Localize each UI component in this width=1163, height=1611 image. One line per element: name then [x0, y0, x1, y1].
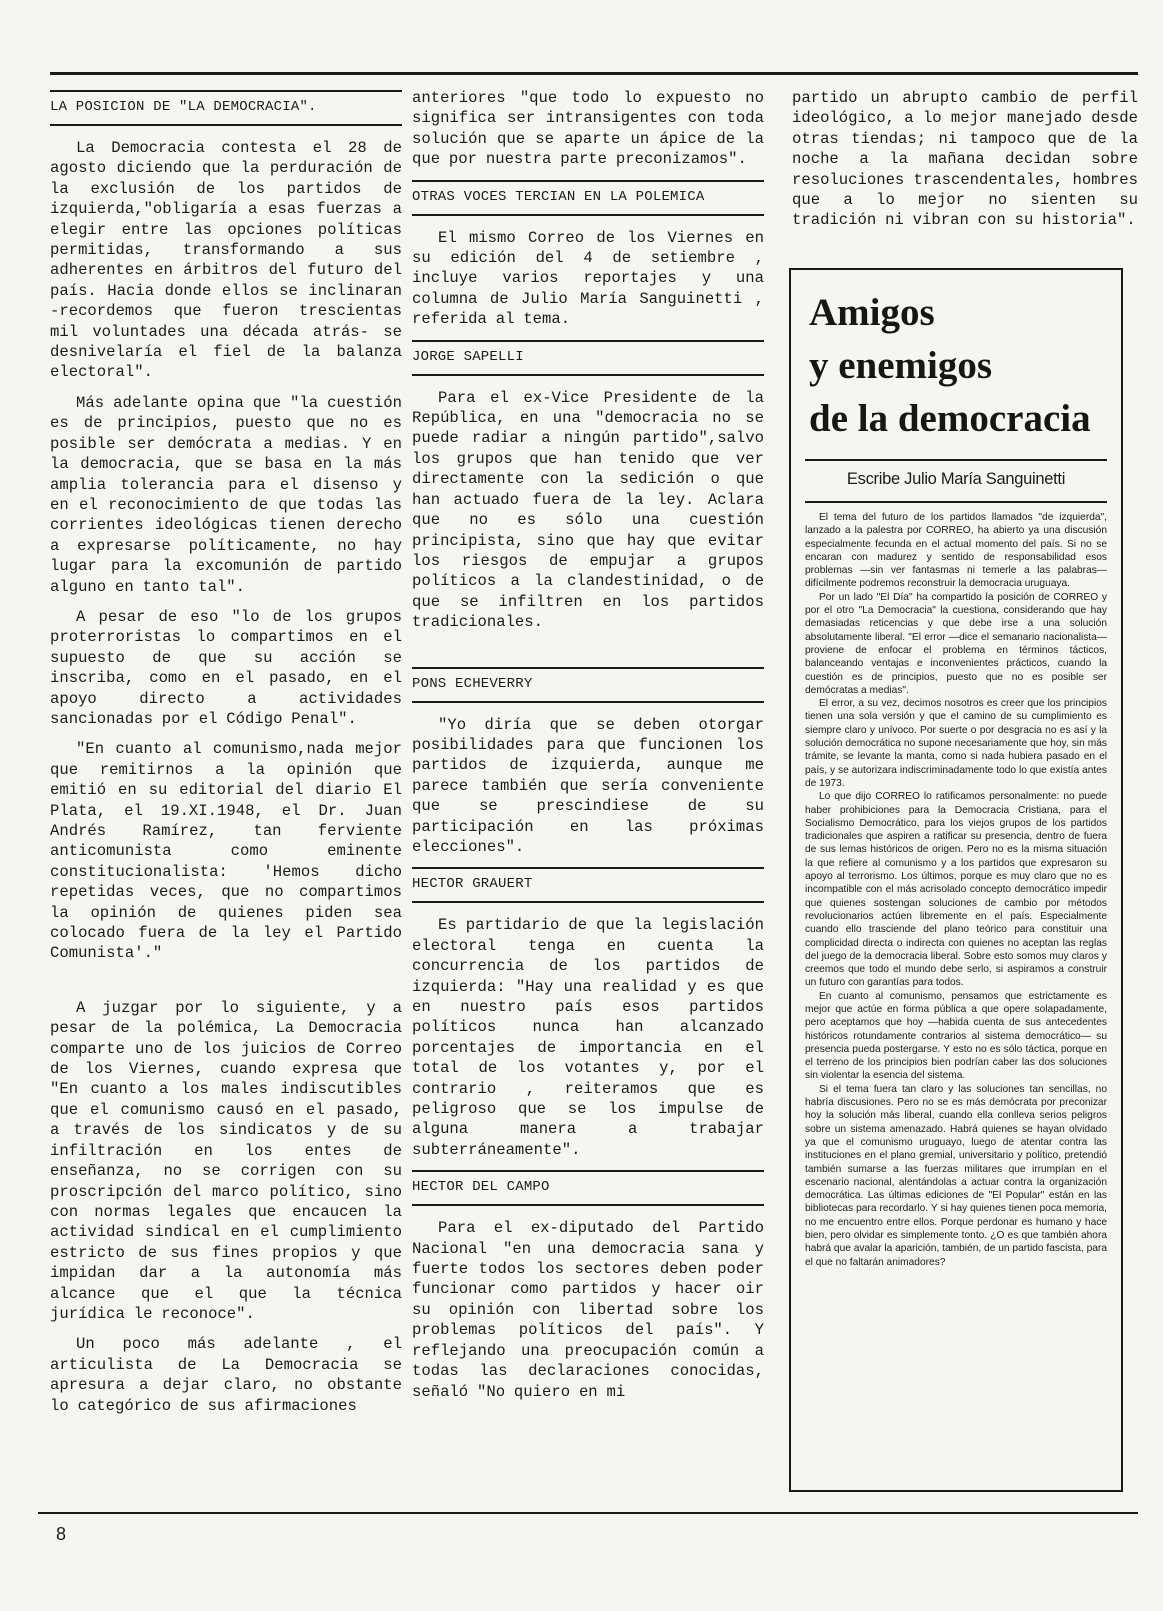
section-heading-jorge-sapelli: JORGE SAPELLI — [412, 340, 764, 376]
section-heading-la-democracia: LA POSICION DE "LA DEMOCRACIA". — [50, 90, 402, 126]
paragraph: "En cuanto al comunismo,nada mejor que remitirnos a la opinión que emitió en su editorial del diario El Plata, el 19.XI.1948, el Dr. Juan Andrés Ramírez, tan ferviente anticomunista como eminente constitucionalista: 'Hemos dicho repetidas veces, que no compartimos la opinión de quienes piden sea colocado fuera de la ley el Partido Comunista'." — [50, 740, 402, 963]
article-paragraph: El tema del futuro de los partidos llamados "de izquierda", lanzado a la palestra por CORREO, ha abierto ya una discusión especialmente fecunda en el actual momento del país. Si no se encaran con madurez y sentido de responsabilidad esos problemas —sin ver fantasmas ni temerle a las palabras— difícilmente podremos reconstruir la democracia uruguaya. — [805, 512, 1107, 590]
paragraph: Para el ex-Vice Presidente de la República, en una "democracia no se puede radiar a ningún partido",salvo los grupos que han tenido que ver directamente con la sedición o que han actuado fuera de la ley. Aclara que no es sólo una cuestión principista, sino que hay que evitar los riesgos de empujar a grupos políticos a la clandestinidad, o de que se infiltren en los partidos tradicionales. — [412, 388, 764, 632]
paragraph: Más adelante opina que "la cuestión es de principios, puesto que no es posible ser demócrata a medias. Y en la democracia, que se basa en la más amplia tolerancia para el disenso y en el reconocimiento de que todas las corrientes ideológicas tienen derecho a expresarse políticamente, no hay lugar para la excomunión de partido alguno en tanto tal". — [50, 393, 402, 596]
section-heading-hector-grauert: HECTOR GRAUERT — [412, 867, 764, 903]
section-heading-hector-del-campo: HECTOR DEL CAMPO — [412, 1170, 764, 1206]
article-paragraph: Si el tema fuera tan claro y las soluciones tan sencillas, no habría discusiones. Pero no se es más demócrata por preconizar hoy la solución más liberal, cuando ella conlleva serios peligros sobre un sistema amenazado. Habrá quienes se hayan olvidado ya que el comunismo uruguayo, luego de atentar contra las instituciones en el plano gremial, universitario y político, pretendió también sumarse a las fuerzas militares que irrumpían en el escenario nacional, alentándolas a actuar contra la organización democrática. Las últimas ediciones de "El Popular" están en las bibliotecas para recordarlo. Y si hay quienes tienen poca memoria, no me encuentro entre ellos. Porque perdonar es humano y hace bien, pero olvidar es simplemente tonto. ¿O es que también ahora habrá que avalar la aparición, también, de un partido fascista, para el que no faltarán animadores? — [805, 1083, 1107, 1268]
article-byline: Escribe Julio María Sanguinetti — [805, 459, 1107, 503]
paragraph: Es partidario de que la legislación electoral tenga en cuenta la concurrencia de los partidos de izquierda: "Hay una realidad y es que en nuestro país esos partidos políticos nunca han alcanzado porcentajes de importancia en el total de los votantes y, por el contrario , reiteramos que es peligroso que se los impulse de alguna manera a trabajar subterráneamente". — [412, 916, 764, 1159]
section-heading-otras-voces: OTRAS VOCES TERCIAN EN LA POLEMICA — [412, 180, 764, 216]
title-line: de la democracia — [809, 397, 1091, 440]
paragraph: Un poco más adelante , el articulista de La Democracia se apresura a dejar claro, no obstante lo categórico de sus afirmaciones — [50, 1335, 402, 1415]
sidebar-article-box — [789, 268, 1123, 1492]
title-line: Amigos — [809, 291, 935, 334]
article-title — [809, 286, 1107, 445]
paragraph: "Yo diría que se deben otorgar posibilidades para que funcionen los partidos de izquierda, aunque me parece también que sería conveniente que se prescindiese de su participación en las próximas elecciones". — [412, 715, 764, 856]
title-line: y enemigos — [809, 344, 993, 387]
column-1 — [50, 88, 402, 1416]
article-paragraph: Por un lado "El Día" ha compartido la posición de CORREO y por el otro "La Democracia" la cuestiona, considerando que hay demasiadas reticencias y que debe irse a una solución absolutamente liberal. "El error —dice el semanario nacionalista— proviene de enfocar el problema en términos tácticos, balanceando ventajas e inconvenientes prácticos, cuando la cuestión es de principios, puesto que no es posible ser demócratas a medias". — [805, 591, 1107, 696]
paragraph: Para el ex-diputado del Partido Nacional "en una democracia sana y fuerte todos los sectores deben poder funcionar como partidos y hacer oir su opinión con libertad sobre los problemas políticos del país". Y reflejando una preocupación común a todas las declaraciones conocidas, señaló "No quiero en mi — [412, 1219, 764, 1401]
paragraph: partido un abrupto cambio de perfil ideológico, a lo mejor manejado desde otras tiendas; ni tampoco que de la noche a la mañana decidan sobre resoluciones trascendentales, hombres que a lo mejor no sienten su tradición ni vibran con su historia". — [792, 89, 1138, 230]
paragraph: anteriores "que todo lo expuesto no significa ser intransigentes con toda solución que se aparte un ápice de la que por nuestra parte preconizamos". — [412, 89, 764, 169]
page-number: 8 — [56, 1524, 67, 1544]
article-paragraph: El error, a su vez, decimos nosotros es creer que los principios tienen una sola versión y que el camino de su cumplimiento es siempre claro y unívoco. Por suerte o por desgracia no es así y la solución democrática no supone necesariamente que hoy, sin más trámite, se levante la manta, como si nada hubiera pasado en el país, y se autorizara indiscriminadamente todo lo que existía antes de 1973. — [805, 698, 1107, 789]
bottom-rule — [38, 1512, 1138, 1514]
column-2 — [412, 88, 764, 1402]
paragraph: A juzgar por lo siguiente, y a pesar de la polémica, La Democracia comparte uno de los juicios de Correo de los Viernes, cuando expresa que "En cuanto a los males indiscutibles que el comunismo causó en el pasado, a través de los sindicatos y de su infiltración en los entes de enseñanza, no se corrigen con su proscripción del marco político, sino con normas legales que encaucen la actividad sindical en el cumplimiento estricto de sus fines propios y que impidan dar a la autonomía más alcance que el que la técnica jurídica le reconoce". — [50, 998, 402, 1323]
column-3 — [792, 88, 1138, 231]
paragraph: La Democracia contesta el 28 de agosto diciendo que la perduración de la exclusión de los partidos de izquierda,"obligaría a esas fuerzas a elegir entre las opciones políticas permitidas, transformando a sus adherentes en árbitros del futuro del país. Hacia donde ellos se inclinaran -recordemos que fueron trescientas mil voluntades una década atrás- se desnivelaría el fiel de la balanza electoral". — [50, 139, 402, 382]
article-paragraph: En cuanto al comunismo, pensamos que estrictamente es mejor que actúe en forma pública a que opere solapadamente, pero aceptamos que hoy —habida cuenta de sus antecedentes históricos rotundamente contrarios al sistema democrático— su presencia pueda postergarse. Y esto no es sólo táctica, porque en el terreno de los principios bien podrían caber las dos soluciones sin violentar la esencia del sistema. — [805, 990, 1107, 1082]
paragraph: A pesar de eso "lo de los grupos proterroristas lo compartimos en el supuesto de que su acción se inscriba, como en el pasado, en el apoyo directo a actividades sancionadas por el Código Penal". — [50, 607, 402, 728]
paragraph: El mismo Correo de los Viernes en su edición del 4 de setiembre , incluye varios reportajes y una columna de Julio María Sanguinetti , referida al tema. — [412, 228, 764, 329]
section-heading-pons-echeverry: PONS ECHEVERRY — [412, 667, 764, 703]
top-rule — [50, 72, 1138, 75]
article-paragraph: Lo que dijo CORREO lo ratificamos personalmente: no puede haber prohibiciones para la Democracia Cristiana, para el Socialismo Democrático, para los viejos grupos de los partidos tradicionales que aspiren a ratificar su presencia, dentro de fuera de sus lemas históricos de origen. Pero no es la misma situación la que refiere al comunismo y a los partidos que expresaron su apoyo al terrorismo. Los últimos, porque es muy claro que no es incompatible con el más acrisolado concepto democrático impedir que quienes sostengan soluciones de cambio por métodos revolucionarios actúen libremente en el país. Especialmente cuando ello trasciende del plano teórico para constituir una complicidad directa o indirecta con quienes no aceptan las reglas del juego de la democracia liberal. Sobre esto somos muy claros y creemos que todo el mundo debe serlo, si aspiramos a construir un futuro con garantías para todos. — [805, 791, 1107, 989]
